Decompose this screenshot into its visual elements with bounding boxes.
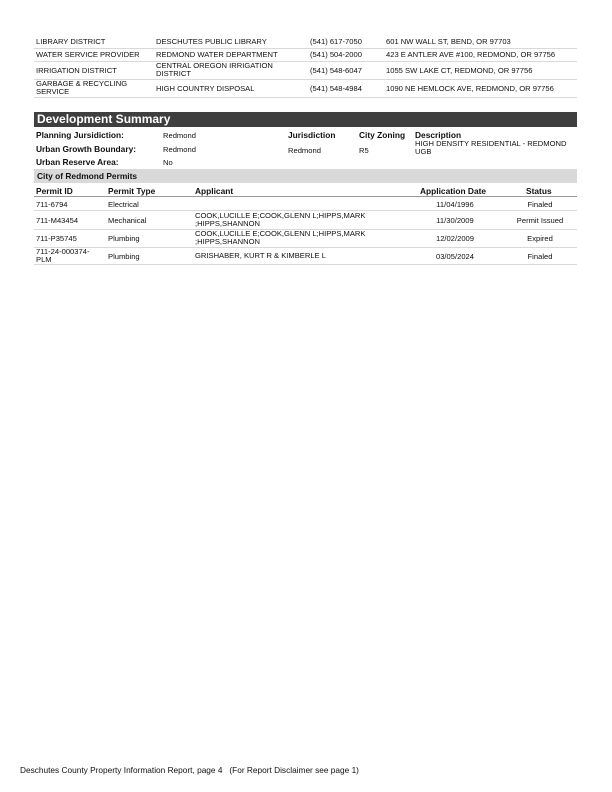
permit-date: 03/05/2024 [435,252,474,261]
district-phone: (541) 548-4984 [310,84,362,93]
district-name: REDMOND WATER DEPARTMENT [156,50,278,59]
jurisdiction-header: Jurisdiction [288,130,336,140]
permit-type: Mechanical [108,216,147,225]
urban-growth-boundary-label: Urban Growth Boundary: [36,144,137,154]
city-zoning-header: City Zoning [359,130,406,140]
district-phone: (541) 548-6047 [310,66,362,75]
planning-jurisdiction-label: Planning Jursidiction: [36,130,124,140]
description-value: HIGH DENSITY RESIDENTIAL - REDMOND UGB [415,139,567,157]
district-address: 423 E ANTLER AVE #100, REDMOND, OR 97756 [386,50,556,59]
permit-type: Plumbing [108,252,140,261]
district-address: 1090 NE HEMLOCK AVE, REDMOND, OR 97756 [386,84,554,93]
permit-id: 711-M43454 [36,216,79,225]
description-header: Description [415,130,462,140]
permits-section-header: City of Redmond Permits [34,169,577,183]
permit-applicant: GRISHABER, KURT R & KIMBERLE L [195,251,326,260]
district-type: GARBAGE & RECYCLING SERVICE [36,79,128,97]
urban-growth-boundary-value: Redmond [163,145,196,154]
district-type: WATER SERVICE PROVIDER [36,50,140,59]
permit-id-header: Permit ID [36,186,73,196]
city-zoning-value: R5 [359,146,369,155]
permit-status: Permit Issued [516,216,564,225]
permit-date: 11/04/1996 [436,200,474,209]
permit-type-header: Permit Type [108,186,156,196]
urban-reserve-area-label: Urban Reserve Area: [36,157,119,167]
district-address: 601 NW WALL ST, BEND, OR 97703 [386,37,511,46]
permit-type: Plumbing [108,234,140,243]
district-name: HIGH COUNTRY DISPOSAL [156,84,255,93]
jurisdiction-value: Redmond [288,146,321,155]
district-address: 1055 SW LAKE CT, REDMOND, OR 97756 [386,66,533,75]
district-type: LIBRARY DISTRICT [36,37,106,46]
district-name: DESCHUTES PUBLIC LIBRARY [156,37,267,46]
district-phone: (541) 504-2000 [310,50,362,59]
permit-status: Finaled [527,252,553,261]
permit-id: 711-24-000374-PLM [36,247,90,265]
permit-type: Electrical [108,200,139,209]
page-footer: Deschutes County Property Information Report, page 4 (For Report Disclaimer see page 1) [20,765,359,775]
permit-applicant: COOK,LUCILLE E;COOK,GLENN L;HIPPS,MARK ;HIPPS,SHANNON [195,211,366,229]
application-date-header: Application Date [420,186,487,196]
development-summary-header: Development Summary [34,112,577,127]
permit-date: 11/30/2009 [436,216,474,225]
district-type: IRRIGATION DISTRICT [36,66,117,75]
permit-id: 711-P35745 [36,234,77,243]
planning-jurisdiction-value: Redmond [163,131,196,140]
permit-status: Finaled [527,200,553,209]
permit-id: 711-6794 [36,200,68,209]
district-phone: (541) 617-7050 [310,37,362,46]
district-name: CENTRAL OREGON IRRIGATION DISTRICT [156,61,273,79]
permit-status: Expired [527,234,553,243]
status-header: Status [526,186,552,196]
permit-date: 12/02/2009 [435,234,474,243]
applicant-header: Applicant [195,186,234,196]
urban-reserve-area-value: No [163,158,173,167]
permit-applicant: COOK,LUCILLE E;COOK,GLENN L;HIPPS,MARK ;HIPPS,SHANNON [195,229,366,247]
